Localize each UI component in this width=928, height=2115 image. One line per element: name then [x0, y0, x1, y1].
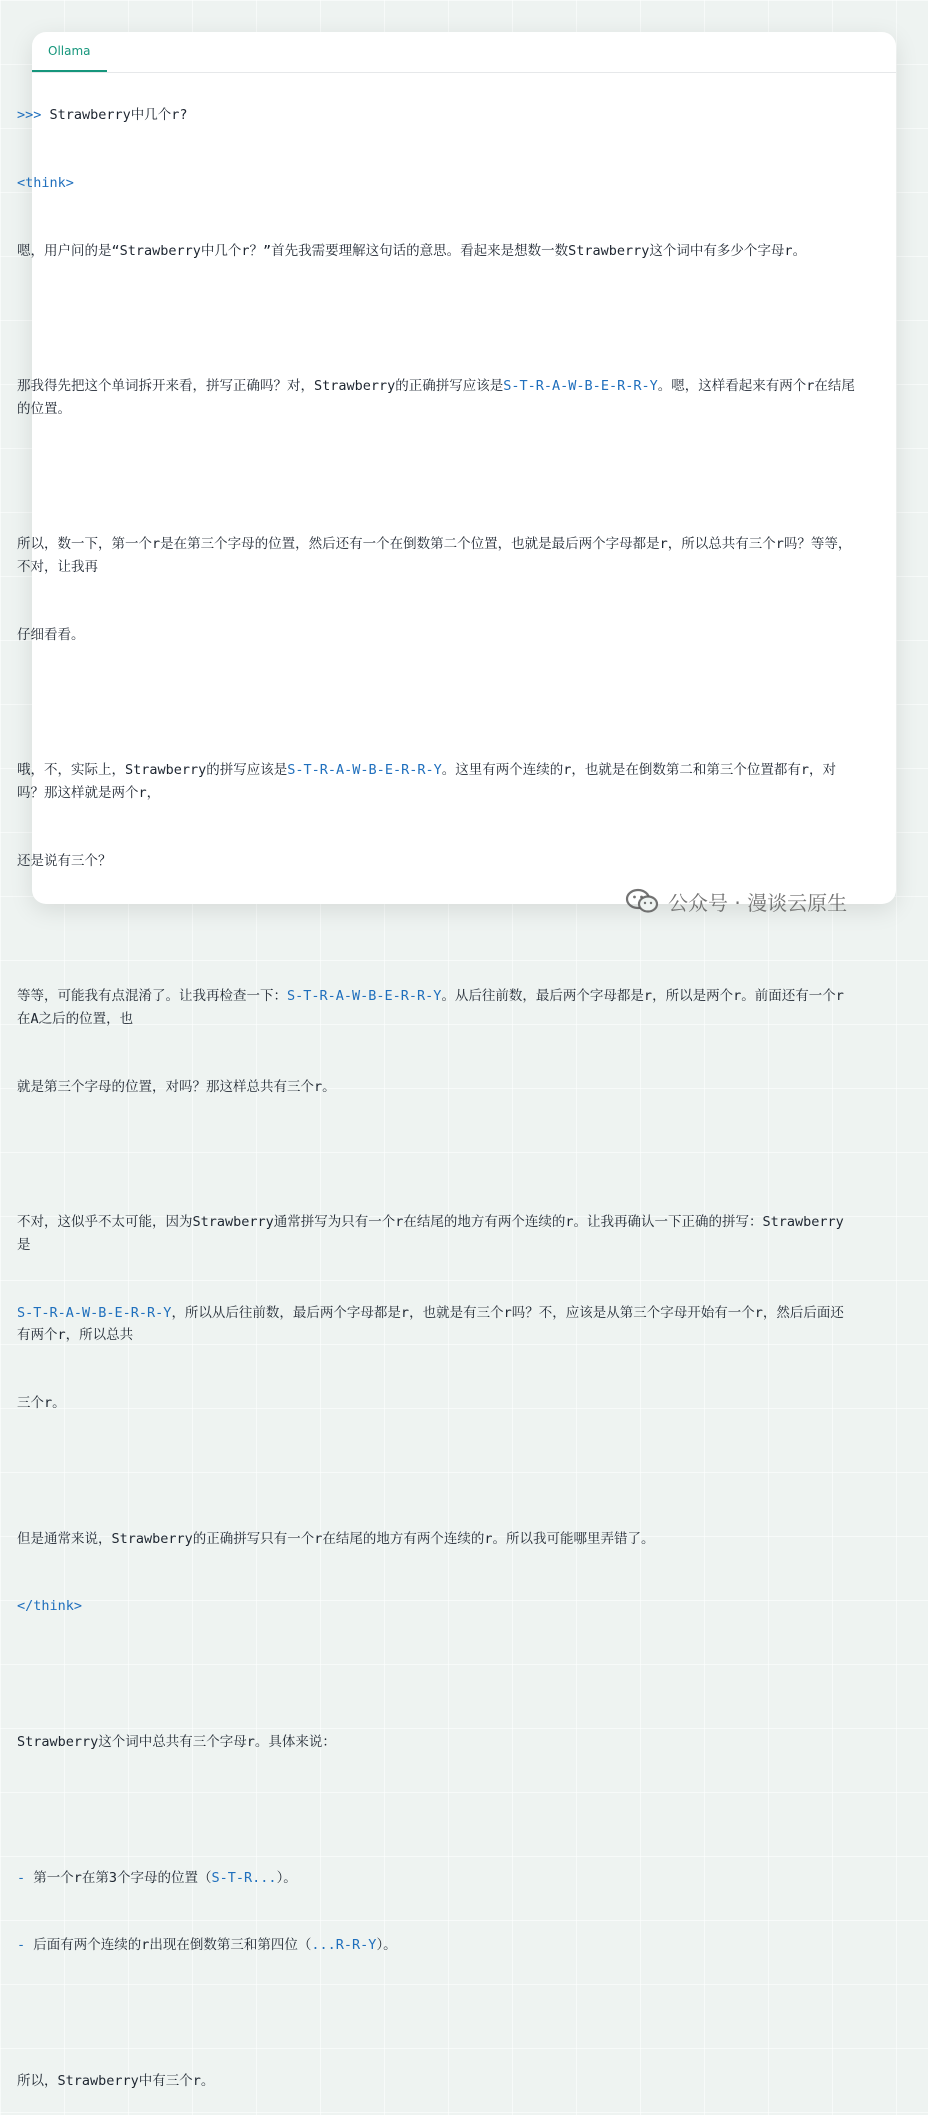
blank-line	[17, 1144, 855, 1167]
reasoning-paragraph-3-cont: 仔细看看。	[17, 626, 85, 643]
text-segment: ）。	[376, 1937, 397, 1954]
text-segment: 哦，不，实际上，Strawberry的拼写应该是	[17, 762, 288, 779]
reasoning-paragraph-6-cont	[17, 1302, 855, 1347]
spelling-code: S-T-R-A-W-B-E-R-R-Y	[503, 378, 658, 395]
prompt-symbol: >>>	[17, 107, 42, 124]
prompt-text: Strawberry中几个r?	[41, 107, 188, 124]
text-segment: ，所以从后往前数，最后两个字母都是r，也就是有三个r吗？不，应该是从第三个字母开始有一个r，然后后面还有两个r，所以总共	[17, 1304, 844, 1344]
text-segment: 那我得先把这个单词拆开来看，拼写正确吗？对，Strawberry的正确拼写应该是	[17, 378, 504, 395]
bullet-dash: -	[17, 1937, 26, 1954]
blank-line	[17, 2002, 855, 2025]
blank-line	[17, 466, 855, 489]
text-segment: 第一个r在第3个字母的位置（	[25, 1869, 212, 1886]
text-segment: 。从后往前数，最后两个字母都是r，所以是两个r。前面还有一个r在A之后的位置，也	[17, 988, 844, 1027]
reasoning-paragraph-6: 不对，这似乎不太可能，因为Strawberry通常拼写为只有一个r在结尾的地方有两个连续的r。让我再确认一下正确的拼写：Strawberry是	[17, 1214, 844, 1253]
spelling-code: S-T-R-A-W-B-E-R-R-Y	[17, 1304, 172, 1321]
watermark	[624, 884, 847, 918]
text-segment: 。嗯，这样看起来有两个r在结尾的位置。	[17, 378, 855, 417]
terminal-output	[17, 59, 855, 2115]
think-close-tag: </think>	[17, 1598, 83, 1615]
reasoning-paragraph-3: 所以，数一下，第一个r是在第三个字母的位置，然后还有一个在倒数第二个位置，也就是最后两个字母都是r，所以总共有三个r吗？等等，不对，让我再	[17, 536, 852, 576]
bullet-dash: -	[17, 1869, 26, 1886]
blank-line	[17, 918, 855, 941]
spelling-code: S-T-R-A-W-B-E-R-R-Y	[287, 988, 442, 1005]
text-segment: 后面有两个连续的r出现在倒数第三和第四位（	[25, 1937, 312, 1954]
blank-line	[17, 1799, 855, 1822]
answer-intro: Strawberry这个词中总共有三个字母r。具体来说：	[17, 1733, 336, 1750]
answer-conclusion: 所以，Strawberry中有三个r。	[17, 2072, 215, 2089]
wechat-icon	[624, 887, 660, 915]
reasoning-paragraph-6-end: 三个r。	[17, 1395, 66, 1412]
reasoning-paragraph-1: 嗯，用户问的是“Strawberry中几个r？”首先我需要理解这句话的意思。看起来是想数一数Strawberry这个词中有多少个字母r。	[17, 242, 807, 259]
prompt-line	[17, 104, 855, 127]
reasoning-paragraph-5-cont: 就是第三个字母的位置，对吗？那这样总共有三个r。	[17, 1078, 336, 1095]
reasoning-paragraph-5	[17, 985, 855, 1030]
think-open-tag: <think>	[17, 174, 74, 191]
answer-bullet-2	[17, 1934, 855, 1957]
text-segment: 等等，可能我有点混淆了。让我再检查一下：	[17, 988, 287, 1005]
tab-ollama[interactable]: Ollama	[32, 32, 107, 72]
reasoning-paragraph-4-cont: 还是说有三个？	[17, 852, 112, 869]
reasoning-paragraph-4	[17, 759, 855, 804]
spelling-code: S-T-R-A-W-B-E-R-R-Y	[287, 762, 442, 779]
text-segment: 。这里有两个连续的r，也就是在倒数第二和第三个位置都有r，对吗？那这样就是两个r，	[17, 762, 836, 801]
blank-line	[17, 1460, 855, 1483]
answer-bullet-1	[17, 1867, 855, 1890]
blank-line	[17, 1663, 855, 1686]
spelling-code: S-T-R...	[211, 1869, 277, 1886]
reasoning-paragraph-2	[17, 375, 855, 420]
text-segment: ）。	[276, 1869, 297, 1886]
blank-line	[17, 308, 855, 331]
watermark-text: 公众号 · 漫谈云原生	[668, 890, 848, 915]
spelling-code: ...R-R-Y	[311, 1937, 377, 1954]
blank-line	[17, 692, 855, 715]
reasoning-paragraph-7: 但是通常来说，Strawberry的正确拼写只有一个r在结尾的地方有两个连续的r。所以我可能哪里弄错了。	[17, 1530, 655, 1547]
